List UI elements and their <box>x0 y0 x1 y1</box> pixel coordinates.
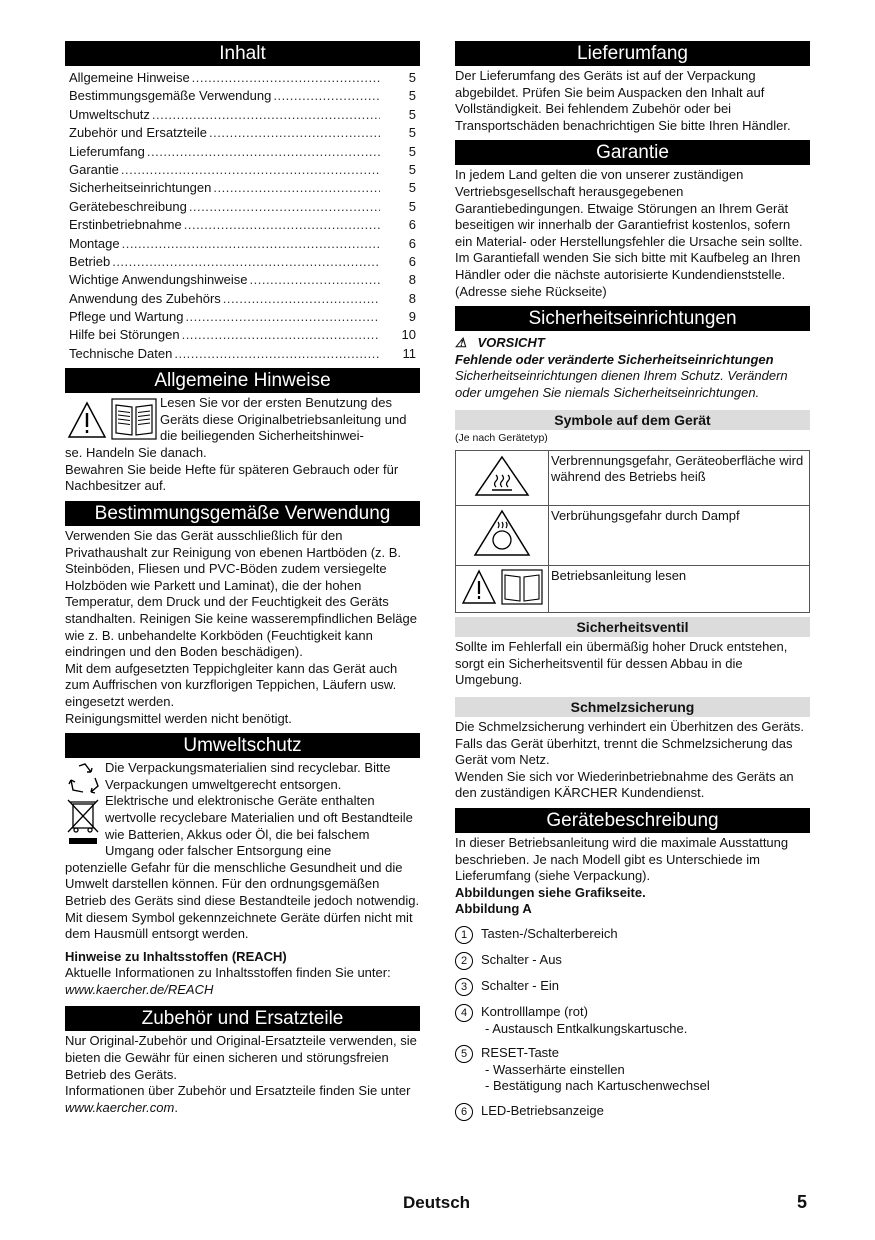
toc-entry[interactable] <box>65 217 420 235</box>
component-item <box>455 926 810 944</box>
toc-entry[interactable] <box>65 346 420 364</box>
toc-entry-page: 5 <box>408 106 416 122</box>
toc-entry-title: Montage <box>69 235 120 251</box>
toc-leader <box>122 236 380 251</box>
toc-leader <box>185 309 380 324</box>
component-item <box>455 978 810 996</box>
toc-leader <box>273 88 380 103</box>
allgemeine-text: Lesen Sie vor der ersten Benutzung des Geräts diese Originalbetriebsanleitung und die beiliegenden Sicherheitshinwei- <box>160 395 407 444</box>
symbol-row <box>456 506 810 566</box>
toc-entry-title: Lieferumfang <box>69 143 145 159</box>
toc-leader <box>184 217 380 232</box>
warning-manual-icons <box>65 395 160 445</box>
toc-entry-page: 5 <box>408 70 416 85</box>
toc-entry[interactable] <box>65 144 420 162</box>
umwelt-text-1: Die Verpackungsmaterialien sind recyclebar. Bitte Verpackungen umweltgerecht entsorgen. <box>105 760 391 792</box>
crossed-bin-icon <box>68 800 98 832</box>
heading-allgemeine-hinweise: Allgemeine Hinweise <box>65 368 420 393</box>
environment-icons <box>65 760 105 856</box>
allgemeine-text-cont: se. Handeln Sie danach. <box>65 445 207 461</box>
toc-entry-page: 10 <box>401 327 416 343</box>
component-sub-item: - Wasserhärte einstellen <box>485 1061 625 1077</box>
toc-entry-page: 5 <box>408 125 416 141</box>
lieferumfang-text: Der Lieferumfang des Geräts ist auf der Verpackung abgebildet. Prüfen Sie beim Auspacken den Inhalt auf Vollständigkeit. Bei fehlendem Zubehör oder bei Transportschäden benachrichtigen Sie bitte Ihren Händler. <box>455 68 791 133</box>
component-item <box>455 1045 810 1095</box>
heading-geraetebeschreibung: Gerätebeschreibung <box>455 808 810 833</box>
toc-entry-page: 5 <box>408 143 416 159</box>
heading-lieferumfang: Lieferumfang <box>455 41 810 66</box>
right-column <box>455 41 810 1121</box>
component-label: Kontrolllampe (rot) <box>481 1004 588 1019</box>
recycle-icon <box>69 764 98 793</box>
schmelz-text-2: Wenden Sie sich vor Wiederinbetriebnahme des Geräts an den zuständigen KÄRCHER Kundendienst. <box>455 768 794 801</box>
toc-entry[interactable] <box>65 180 420 198</box>
left-column <box>65 41 420 1116</box>
number-badge: 3 <box>455 978 473 996</box>
symbole-note: (Je nach Gerätetyp) <box>455 431 548 444</box>
heading-garantie: Garantie <box>455 140 810 165</box>
warning-triangle-icon: ⚠ <box>455 335 467 351</box>
toc-entry-title: Erstinbetriebnahme <box>69 217 182 233</box>
toc-entry-page: 8 <box>408 272 416 288</box>
toc-entry-page: 5 <box>408 161 416 177</box>
zubehoer-text-2: Informationen über Zubehör und Ersatzteile finden Sie unter www.kaercher.com. <box>65 1083 411 1115</box>
steam-hazard-icon <box>456 506 549 566</box>
umwelt-text-2: Elektrische und elektronische Geräte enthalten wertvolle recyclebare Materialien und oft Bestandteile wie Batterien, Akkus oder Öl, die bei falschem Umgang oder falscher Entsorgung eine <box>105 793 413 859</box>
toc-leader <box>121 162 380 177</box>
component-label: Tasten-/Schalterbereich <box>481 926 618 941</box>
toc-entry[interactable] <box>65 272 420 290</box>
heading-sicherheitsventil: Sicherheitsventil <box>455 617 810 637</box>
geraet-text: In dieser Betriebsanleitung wird die maximale Ausstattung beschrieben. Je nach Modell gibt es Unterschiede im Lieferumfang (siehe Verpackung). <box>455 835 789 884</box>
toc-entry-title: Anwendung des Zubehörs <box>69 290 221 306</box>
symbol-row <box>456 565 810 613</box>
footer-page-number: 5 <box>797 1192 808 1212</box>
toc-entry-page: 6 <box>408 217 416 233</box>
heading-inhalt: Inhalt <box>65 41 420 66</box>
component-item <box>455 952 810 970</box>
toc-entry-title: Hilfe bei Störungen <box>69 327 180 343</box>
component-item <box>455 1103 810 1121</box>
symbol-text: Verbrühungsgefahr durch Dampf <box>549 506 810 566</box>
toc-entry-title: Umweltschutz <box>69 106 150 122</box>
toc-entry-page: 6 <box>408 253 416 269</box>
component-sub-item: - Bestätigung nach Kartuschenwechsel <box>485 1078 710 1094</box>
number-badge: 4 <box>455 1004 473 1022</box>
toc-entry-page: 9 <box>408 309 416 325</box>
toc-leader <box>112 254 380 269</box>
toc-entry[interactable] <box>65 88 420 106</box>
number-badge: 5 <box>455 1045 473 1063</box>
component-label: Schalter - Ein <box>481 978 560 993</box>
toc-entry[interactable] <box>65 199 420 217</box>
toc-entry[interactable] <box>65 254 420 272</box>
component-item <box>455 1004 810 1037</box>
kaercher-link[interactable]: www.kaercher.com <box>65 1099 175 1115</box>
toc-entry-page: 5 <box>408 180 416 196</box>
toc-entry-page: 5 <box>408 88 416 104</box>
component-label: LED-Betriebsanzeige <box>481 1102 604 1118</box>
heading-symbole: Symbole auf dem Gerät <box>455 410 810 430</box>
symbol-text: Betriebsanleitung lesen <box>549 565 810 613</box>
component-label: Schalter - Aus <box>481 952 562 967</box>
toc-entry-title: Pflege und Wartung <box>69 309 184 325</box>
allgemeine-text-2: Bewahren Sie beide Hefte für späteren Gebrauch oder für Nachbesitzer auf. <box>65 461 399 494</box>
toc-leader <box>192 70 380 85</box>
number-badge: 6 <box>455 1103 473 1121</box>
garantie-text: In jedem Land gelten die von unserer zuständigen Vertriebsgesellschaft herausgegebenen Garantiebedingungen. Etwaige Störungen an Ihrem Gerät beseitigen wir innerhalb der Garantiefrist kostenlos, sofern ein Material- oder Herstellungsfehler die Ursache sein sollte. Im Garantiefall wenden Sie sich bitte mit Kaufbeleg an Ihren Händler oder die nächste autorisierte Kundendienststelle. <box>455 167 803 282</box>
toc-entry[interactable] <box>65 107 420 125</box>
number-badge: 2 <box>455 952 473 970</box>
caution-label: ⚠ VORSICHT <box>455 335 545 351</box>
symbol-text: Verbrennungsgefahr, Geräteoberfläche wird während des Betriebs heiß <box>549 450 810 506</box>
toc-entry-title: Zubehör und Ersatzteile <box>69 125 208 141</box>
toc-entry-title: Allgemeine Hinweise <box>69 70 190 85</box>
toc-entry[interactable] <box>65 327 420 345</box>
heading-sicherheitseinrichtungen: Sicherheitseinrichtungen <box>455 306 810 331</box>
toc-entry-title: Gerätebeschreibung <box>69 198 187 214</box>
toc-leader <box>223 291 380 306</box>
reach-text: Aktuelle Informationen zu Inhaltsstoffen finden Sie unter: www.kaercher.de/REACH <box>65 965 391 997</box>
toc-leader <box>213 180 380 195</box>
ventil-text: Sollte im Fehlerfall ein übermäßig hoher Druck entstehen, sorgt ein Sicherheitsventil für dessen Abbau in die Umgebung. <box>455 639 788 688</box>
caution-heading: Fehlende oder veränderte Sicherheitseinrichtungen <box>455 351 774 367</box>
toc-entry-page: 8 <box>408 290 416 306</box>
toc-entry-title: Betrieb <box>69 253 111 269</box>
heading-schmelzsicherung: Schmelzsicherung <box>455 697 810 717</box>
geraet-bold-2: Abbildung A <box>455 901 532 917</box>
toc-entry[interactable] <box>65 236 420 254</box>
component-sub-item: - Austausch Entkalkungskartusche. <box>485 1020 688 1036</box>
toc-leader <box>152 107 380 122</box>
toc-entry-page: 6 <box>408 235 416 251</box>
umwelt-text-2-cont: potenzielle Gefahr für die menschliche Gesundheit und die Umwelt darstellen können. Für den ordnungsgemäßen Betrieb des Geräts sind diese Bestandteile jedoch notwendig. Mit diesem Symbol gekennzeichnete Geräte dürfen nicht mit dem Hausmüll entsorgt werden. <box>65 859 420 942</box>
toc-entry[interactable] <box>65 162 420 180</box>
schmelz-text-1: Die Schmelzsicherung verhindert ein Überhitzen des Geräts. Falls das Gerät überhitzt, trennt die Schmelzsicherung das Gerät vom Netz. <box>455 719 805 768</box>
toc-entry[interactable] <box>65 291 420 309</box>
reach-title: Hinweise zu Inhaltsstoffen (REACH) <box>65 948 287 964</box>
symbols-table <box>455 450 810 614</box>
symbol-row <box>456 450 810 506</box>
garantie-address-note: (Adresse siehe Rückseite) <box>455 283 607 299</box>
toc-leader <box>174 346 380 361</box>
toc-entry-title: Technische Daten <box>69 345 173 361</box>
toc-entry-page: 11 <box>402 345 416 361</box>
toc-entry-title: Wichtige Anwendungshinweise <box>69 272 248 288</box>
bestimmung-text-1: Verwenden Sie das Gerät ausschließlich für den Privathaushalt zur Reinigung von ebenen Hartböden (z. B. Steinböden, Fliesen und PVC-Böden zudem versiegelte Holzböden wie Parkett und Laminat), die der hohen Temperatur, dem Druck und der Feuchtigkeit des Geräts standhalten. Reinigen Sie keine wasserempfindlichen Beläge wie z. B. unbehandelte Korkböden (Feuchtigkeit kann eindringen und den Boden beschädigen). <box>65 528 417 660</box>
toc-leader <box>189 199 380 214</box>
toc-entry[interactable] <box>65 309 420 327</box>
zubehoer-text-1: Nur Original-Zubehör und Original-Ersatzteile verwenden, sie bieten die Gewähr für einen sicheren und störungsfreien Betrieb des Geräts. <box>65 1033 417 1082</box>
toc-entry-title: Bestimmungsgemäße Verwendung <box>69 88 272 104</box>
geraet-bold-1: Abbildungen siehe Grafikseite. <box>455 884 646 900</box>
bestimmung-text-2: Mit dem aufgesetzten Teppichgleiter kann das Gerät auch zum Auffrischen von kurzflorigen Teppichen, Läufern usw. eingesetzt werden. <box>65 660 398 709</box>
toc-leader <box>182 327 380 342</box>
number-badge: 1 <box>455 926 473 944</box>
reach-link[interactable]: www.kaercher.de/REACH <box>65 981 214 997</box>
toc-entry-title: Garantie <box>69 161 119 177</box>
footer-language: Deutsch <box>403 1193 471 1212</box>
caution-text: Sicherheitseinrichtungen dienen Ihrem Schutz. Verändern oder umgehen Sie niemals Sicherheitseinrichtungen. <box>455 368 788 400</box>
toc-leader <box>250 272 381 287</box>
component-label: RESET-Taste <box>481 1045 560 1061</box>
toc-entry-title: Sicherheitseinrichtungen <box>69 180 212 196</box>
bestimmung-text-3: Reinigungsmittel werden nicht benötigt. <box>65 710 292 726</box>
table-of-contents <box>65 66 420 364</box>
hot-surface-icon <box>456 450 549 506</box>
heading-bestimmungsgemaesse-verwendung: Bestimmungsgemäße Verwendung <box>65 501 420 526</box>
toc-entry-page: 5 <box>408 198 416 214</box>
toc-leader <box>147 144 380 159</box>
toc-entry[interactable] <box>65 70 420 88</box>
component-list <box>455 926 810 1121</box>
toc-entry[interactable] <box>65 125 420 143</box>
heading-zubehoer-ersatzteile: Zubehör und Ersatzteile <box>65 1006 420 1031</box>
heading-umweltschutz: Umweltschutz <box>65 733 420 758</box>
read-manual-icon <box>456 565 549 613</box>
toc-leader <box>209 125 380 140</box>
